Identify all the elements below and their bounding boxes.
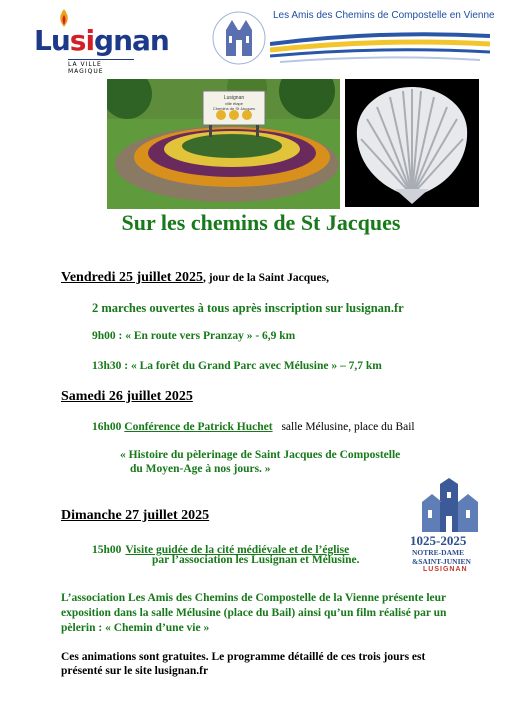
page-title: Sur les chemins de St Jacques <box>121 210 401 235</box>
church-icon <box>414 478 486 534</box>
footer-line-1: Ces animations sont gratuites. Le programme détaillé de ces trois jours est <box>61 651 426 663</box>
friday-heading <box>61 268 329 286</box>
association-line-1: L’association Les Amis des Chemins de Compostelle de la Vienne présente leur <box>61 592 447 604</box>
amis-logo-title: Les Amis des Chemins de Compostelle en Vienne <box>273 10 495 21</box>
sunday-by: par l’association les Lusignan et Mélusine. <box>152 554 360 566</box>
swoosh-decoration <box>270 22 490 66</box>
friday-walk-2: 13h30 : « La forêt du Grand Parc avec Mélusine » – 7,7 km <box>92 360 382 372</box>
badge-line-2: &SAINT-JUNIEN <box>412 557 471 566</box>
sunday-time: 15h00 <box>92 544 122 556</box>
lusignan-wordmark: Lusignan <box>34 24 169 57</box>
friday-date: Vendredi 25 juillet 2025 <box>61 270 203 285</box>
association-line-2: exposition dans la salle Mélusine (place du Bail) ainsi qu’un film réalisé par un <box>61 607 447 619</box>
anniversary-badge <box>408 478 492 576</box>
saturday-conference: Conférence de Patrick Huchet <box>124 421 273 433</box>
saturday-topic-1: « Histoire du pèlerinage de Saint Jacques de Compostelle <box>120 449 401 461</box>
amis-chemins-logo <box>210 8 495 68</box>
friday-walk-1: 9h00 : « En route vers Pranzay » - 6,9 km <box>92 330 296 342</box>
lusignan-tagline: LA VILLE MAGIQUE <box>68 59 134 75</box>
association-line-3: pèlerin : « Chemin d’une vie » <box>61 622 210 634</box>
lusignan-logo <box>34 8 169 75</box>
badge-line-1: NOTRE-DAME <box>412 548 465 557</box>
friday-intro: 2 marches ouvertes à tous après inscription sur lusignan.fr <box>92 301 404 315</box>
saturday-conference-line <box>92 421 415 433</box>
sign-line-2: ville étape <box>224 101 244 106</box>
saturday-date: Samedi 26 juillet 2025 <box>61 389 193 404</box>
badge-years: 1025-2025 <box>410 533 467 548</box>
sunday-date: Dimanche 27 juillet 2025 <box>61 508 210 523</box>
saturday-time: 16h00 <box>92 421 122 433</box>
footer-line-2: présenté sur le site lusignan.fr <box>61 665 209 677</box>
sunday-visit: Visite guidée de la cité médiévale et de l’église <box>125 544 350 556</box>
garden-photo <box>107 79 340 209</box>
seal-icon <box>210 10 268 66</box>
scallop-shell-photo <box>345 79 479 207</box>
sign-line-1: Lusignan <box>223 95 245 101</box>
friday-suffix: , jour de la Saint Jacques, <box>202 272 329 284</box>
badge-line-3: LUSIGNAN <box>423 566 468 573</box>
sign-line-3: Chemins de St Jacques <box>212 106 256 111</box>
saturday-topic-2: du Moyen-Age à nos jours. » <box>130 463 271 475</box>
saturday-place: salle Mélusine, place du Bail <box>281 421 415 433</box>
